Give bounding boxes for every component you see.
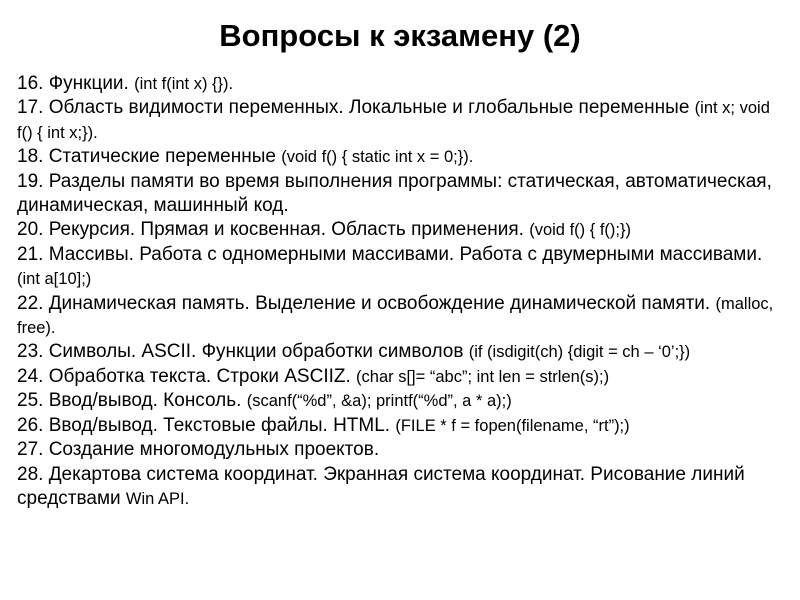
question-item [17,243,787,292]
question-item [17,365,787,389]
question-item [17,389,787,413]
question-text: 17. Область видимости переменных. Локальные и глобальные переменные [17,97,695,119]
question-list [17,72,787,511]
question-text: 27. Создание многомодульных проектов. [17,439,380,461]
question-item [17,218,787,242]
question-text: 22. Динамическая память. Выделение и освобождение динамической памяти. [17,292,716,314]
question-item [17,170,787,219]
slide-title: Вопросы к экзамену (2) [219,18,581,53]
question-item [17,72,787,96]
question-code: (FILE * f = fopen(filename, “rt”);) [395,416,630,435]
question-code: (void f() { static int x = 0;}). [281,148,474,167]
question-item [17,292,787,341]
question-code: (scanf(“%d”, &a); printf(“%d”, a * a);) [246,392,512,411]
question-item [17,145,787,169]
question-code: (int a[10];) [17,270,92,289]
question-code: (char s[]= “abc”; int len = strlen(s);) [356,367,610,386]
question-item [17,414,787,438]
question-code: (if (isdigit(ch) {digit = ch – ‘0’;}) [468,343,691,362]
question-code: Win API. [125,489,190,508]
question-text: 26. Ввод/вывод. Текстовые файлы. HTML. [17,414,396,436]
question-text: 20. Рекурсия. Прямая и косвенная. Область применения. [17,219,530,241]
question-code: (int f(int x) {}). [134,75,234,93]
question-text: 24. Обработка текста. Строки ASCIIZ. [17,365,357,387]
question-item [17,340,787,364]
question-text: 28. Декартова система координат. Экранная система координат. Рисование линий средствами [17,463,745,509]
question-item [17,438,787,462]
question-item [17,463,787,512]
question-code: (void f() { f();}) [529,221,631,240]
question-text: 16. Функции. [17,73,135,94]
question-text: 21. Массивы. Работа с одномерными массивами. Работа с двумерными массивами. [17,243,763,265]
question-code: (int x; void f() { int x;}). [17,99,770,142]
question-text: 23. Символы. ASCII. Функции обработки символов [17,341,469,363]
question-text: 25. Ввод/вывод. Консоль. [17,390,247,412]
question-code: (malloc, free). [17,294,774,338]
question-text: 19. Разделы памяти во время выполнения программы: статическая, автоматическая, динамическая, машинный код. [17,170,772,217]
question-item [17,96,787,145]
question-text: 18. Статические переменные [17,146,282,168]
